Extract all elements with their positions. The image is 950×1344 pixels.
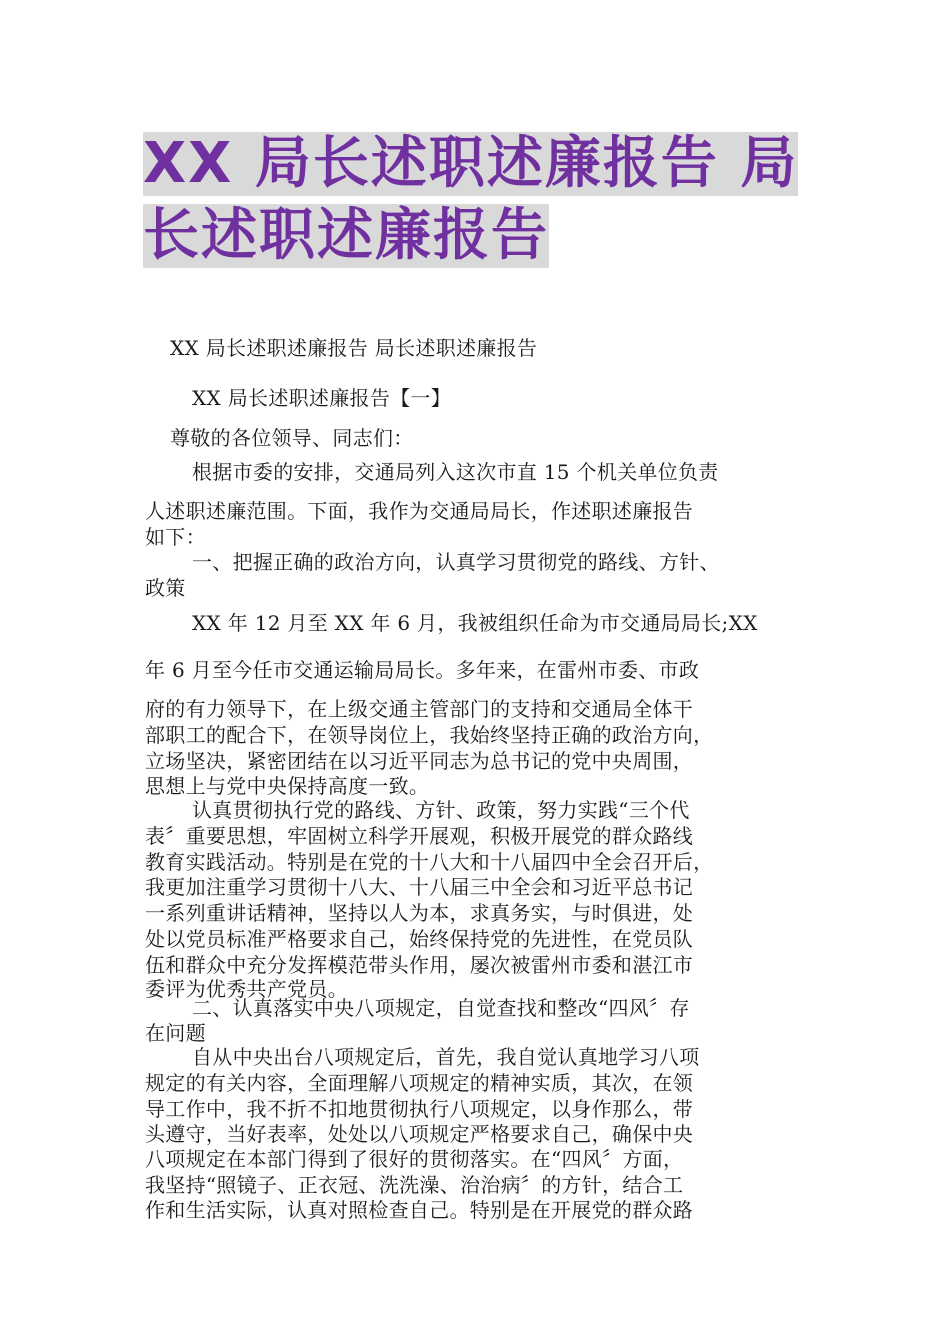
paragraph-line: 处以党员标准严格要求自己，始终保持党的先进性，在党员队	[145, 927, 694, 951]
paragraph-line: 部职工的配合下，在领导岗位上，我始终坚持正确的政治方向，	[145, 723, 714, 747]
paragraph-line: 年 6 月至今任市交通运输局局长。多年来，在雷州市委、市政	[145, 658, 700, 682]
paragraph-line: 表〞重要思想，牢固树立科学开展观，积极开展党的群众路线	[145, 824, 694, 848]
paragraph-line: 教育实践活动。特别是在党的十八大和十八届四中全会召开后，	[145, 850, 714, 874]
paragraph-line: 伍和群众中充分发挥模范带头作用，屡次被雷州市委和湛江市	[145, 953, 694, 977]
paragraph-line: 自从中央出台八项规定后，首先，我自觉认真地学习八项	[192, 1045, 700, 1069]
paragraph-line: 人述职述廉范围。下面，我作为交通局局长，作述职述廉报告	[145, 499, 694, 523]
paragraph-line: 立场坚决，紧密团结在以习近平同志为总书记的党中央周围，	[145, 749, 694, 773]
paragraph-line: 如下：	[145, 525, 206, 549]
section-heading: 在问题	[145, 1021, 206, 1045]
document-title-line-2: 长述职述廉报告	[143, 203, 549, 268]
paragraph-line: 府的有力领导下，在上级交通主管部门的支持和交通局全体干	[145, 697, 694, 721]
paragraph-line: 规定的有关内容，全面理解八项规定的精神实质，其次，在领	[145, 1071, 694, 1095]
paragraph-line: 我更加注重学习贯彻十八大、十八届三中全会和习近平总书记	[145, 875, 694, 899]
section-heading: XX 局长述职述廉报告【一】	[192, 386, 452, 410]
paragraph-line: 认真贯彻执行党的路线、方针、政策，努力实践“三个代	[192, 798, 690, 822]
paragraph-line: 委评为优秀共产党员。	[145, 977, 348, 1001]
paragraph-line: XX 年 12 月至 XX 年 6 月，我被组织任命为市交通局局长;XX	[192, 611, 758, 635]
subtitle-line: XX 局长述职述廉报告 局长述职述廉报告	[170, 336, 538, 360]
salutation: 尊敬的各位领导、同志们：	[170, 426, 414, 450]
paragraph-line: 头遵守，当好表率，处处以八项规定严格要求自己，确保中央	[145, 1122, 694, 1146]
section-heading: 一、把握正确的政治方向，认真学习贯彻党的路线、方针、	[192, 550, 720, 574]
paragraph-line: 八项规定在本部门得到了很好的贯彻落实。在“四风〞方面，	[145, 1147, 684, 1171]
document-title-line-1: XX 局长述职述廉报告 局	[143, 131, 799, 196]
section-heading: 政策	[145, 576, 186, 600]
section-heading: 二、认真落实中央八项规定，自觉查找和整改“四风〞存	[192, 996, 690, 1020]
paragraph-line: 作和生活实际，认真对照检查自己。特别是在开展党的群众路	[145, 1198, 694, 1222]
paragraph-line: 思想上与党中央保持高度一致。	[145, 774, 430, 798]
paragraph-line: 我坚持“照镜子、正衣冠、洗洗澡、治治病〞的方针，结合工	[145, 1173, 684, 1197]
paragraph-line: 一系列重讲话精神，坚持以人为本，求真务实，与时俱进，处	[145, 901, 694, 925]
paragraph-line: 根据市委的安排，交通局列入这次市直 15 个机关单位负责	[192, 460, 719, 484]
paragraph-line: 导工作中，我不折不扣地贯彻执行八项规定，以身作那么，带	[145, 1097, 694, 1121]
